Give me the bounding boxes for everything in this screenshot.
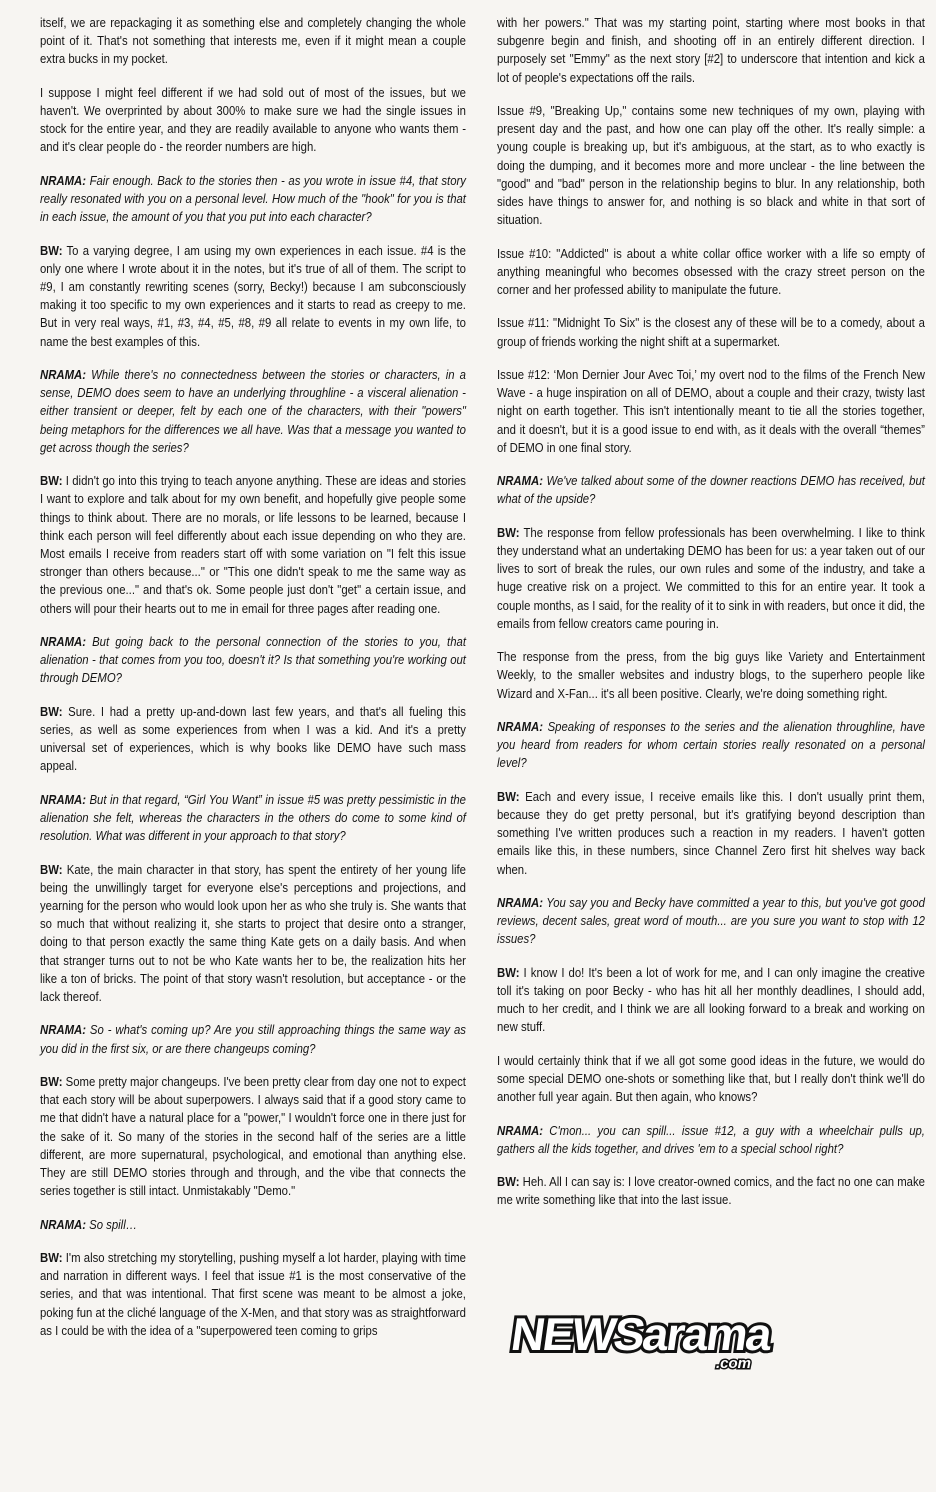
paragraph-text: But in that regard, “Girl You Want” in issue #5 was pretty pessimistic in the alienation she felt, whereas the characters in the others do come to some kind of resolution. What was different in your approach to that story? (40, 791, 466, 844)
paragraph (497, 366, 925, 457)
paragraph (497, 1052, 925, 1107)
paragraph (497, 788, 925, 879)
paragraph-text: Issue #12: ‘Mon Dernier Jour Avec Toi,’ my overt nod to the films of the French New Wave - a huge inspiration on all of DEMO, about a couple and their crazy, twisty last night on earth together. This isn't intentionally meant to tie all the stories together, and it doesn't, but it is a good issue to end with, as it deals with the overall “themes” of DEMO in one final story. (497, 367, 925, 455)
paragraph-text: with her powers." That was my starting point, starting where most books in that subgenre begin and finish, and shooting off in an entirely different direction. I purposely set "Emmy" as the next story [#2] to underscore that intention and kick a lot of people's expectations off the rails. (497, 15, 925, 85)
paragraph (497, 314, 925, 350)
speaker-label: NRAMA: (40, 634, 86, 650)
paragraph-text: itself, we are repackaging it as something else and completely changing the whole point of it. That's not something that interests me, even if it might mean a couple extra bucks in my pocket. (40, 15, 466, 67)
paragraph-text: We've talked about some of the downer reactions DEMO has received, but what of the upside? (497, 473, 925, 507)
speaker-label: BW: (40, 1074, 63, 1090)
paragraph (497, 14, 925, 87)
paragraph-text: I know I do! It's been a lot of work for me, and I can only imagine the creative toll it's taking on poor Becky - who has hit all her monthly deadlines, I should add, much to her credit, and I think we are all looking forward to a break and working on new stuff. (497, 964, 925, 1035)
paragraph (497, 524, 925, 633)
paragraph-text: Issue #10: "Addicted" is about a white collar office worker with a life so empty of anything meaningful who becomes obsessed with the crazy street person on the corner and her professed ability to manipulate the future. (497, 245, 925, 298)
paragraph-text: The response from fellow professionals has been overwhelming. I like to think they understand what an undertaking DEMO has been for us: a year taken out of our lives to sort of break the rules, our own rules and some of the industry, and take a huge creative risk on a project. We committed to this for an entire year. It took a couple months, as I said, for the reality of it to sink in with readers, but once it did, the emails from fellow creators came pouring in. (497, 524, 925, 631)
paragraph (40, 861, 466, 1007)
newsarama-logo (502, 1304, 786, 1372)
paragraph (40, 1249, 466, 1340)
speaker-label: BW: (40, 703, 63, 719)
paragraph (40, 1073, 466, 1200)
paragraph-text: Kate, the main character in that story, has spent the entirety of her young life being the unwillingly target for everyone else's perceptions and projections, and yearning for the person who would look upon her as who she truly is. She wants that so much that without realizing it, she starts to project that desire onto a stranger, doing to that person exactly the same thing Kate gets on a daily basis. And when that stranger turns out to not be who Kate wants her to be, the realization hits her like a ton of bricks. The point of that story wasn't resolution, but acceptance - or the lack thereof. (40, 861, 466, 1005)
paragraph-text: Fair enough. Back to the stories then - as you wrote in issue #4, that story really resonated with you on a personal level. How much of the "hook" for you is that in each issue, the amount of you that you put into each character? (40, 172, 466, 225)
speaker-label: NRAMA: (40, 791, 86, 807)
logo-wordmark: NEWSarama (508, 1308, 771, 1360)
speaker-label: BW: (497, 1174, 520, 1190)
paragraph (40, 1216, 466, 1234)
paragraph (497, 894, 925, 949)
paragraph-text: So - what's coming up? Are you still approaching things the same way as you did in the first six, or are there changeups coming? (40, 1022, 466, 1056)
speaker-label: BW: (497, 788, 520, 804)
paragraph-text: Speaking of responses to the series and the alienation throughline, have you heard from readers for whom certain stories really resonated on a personal level? (497, 719, 925, 771)
paragraph (497, 1122, 925, 1158)
paragraph-text: Issue #9, "Breaking Up," contains some new techniques of my own, playing with present day and the past, and how one can play off the other. It's really simple: a young couple is breaking up, but it's ambiguous, at the start, as to who exactly is doing the dumping, and it becomes more and more unclear - the line between the "good" and "bad" person in the relationship begins to blur. In any relationship, both sides have things to answer for, and nothing is so black and white in that sort of situation. (497, 103, 925, 228)
speaker-label: NRAMA: (497, 1122, 543, 1138)
paragraph (497, 472, 925, 508)
speaker-label: BW: (40, 861, 63, 877)
paragraph-text: I'm also stretching my storytelling, pushing myself a lot harder, playing with time and narration in different ways. I feel that issue #1 is the most conservative of the series, and that was intentional. That first scene was meant to be almost a joke, poking fun at the cliché language of the X-Men, and that story was as straightforward as I could be with the idea of a "superpowered teen coming to grips (40, 1250, 466, 1338)
paragraph-text: While there's no connectedness between the stories or characters, in a sense, DEMO does seem to have an underlying throughline - a visceral alienation - either transient or deeper, felt by each one of the characters, with their "powers" being metaphors for the differences we all have. Was that a message you wanted to get across though the series? (40, 367, 466, 455)
speaker-label: NRAMA: (40, 367, 86, 382)
paragraph (40, 14, 466, 69)
speaker-label: NRAMA: (40, 1216, 86, 1232)
speaker-label: NRAMA: (40, 172, 86, 188)
right-column (497, 14, 926, 1225)
left-column (40, 14, 467, 1355)
paragraph (497, 964, 925, 1037)
paragraph-text: Some pretty major changeups. I've been pretty clear from day one not to expect that each story will be about superpowers. I always said that if a good story came to me that didn't have a natural place for a "power," I wouldn't force one in there just for the sake of it. So many of the stories in the second half of the series are a little different, are more supernatural, psychological, and emotional than anything else. They are still DEMO stories through and through, and the vibe that connects the series together is still intact. Unmistakably "Demo." (40, 1074, 466, 1199)
paragraph-text: C'mon... you can spill... issue #12, a guy with a wheelchair pulls up, gathers all the kids together, and drives 'em to a special school right? (497, 1122, 925, 1156)
speaker-label: BW: (40, 242, 63, 258)
paragraph-text: Issue #11: "Midnight To Six" is the closest any of these will be to a comedy, about a group of friends working the night shift at a supermarket. (497, 315, 925, 349)
paragraph-text: The response from the press, from the big guys like Variety and Entertainment Weekly, to the smaller websites and industry blogs, to the superhero people like Wizard and X-Fan... it's all been positive. Clearly, we're doing something right. (497, 649, 925, 701)
paragraph (40, 1021, 466, 1057)
paragraph-text: Each and every issue, I receive emails like this. I don't usually print them, because they do get pretty personal, but it's gratifying beyond description than something I've written produces such a reaction in my readers. I haven't gotten emails like this, in these numbers, since Channel Zero first hit shelves way back when. (497, 788, 925, 877)
paragraph (40, 242, 466, 351)
paragraph (40, 84, 466, 157)
paragraph (497, 1173, 925, 1209)
paragraph-text: Heh. All I can say is: I love creator-owned comics, and the fact no one can make me write something like that into the last issue. (497, 1174, 925, 1208)
paragraph-text: To a varying degree, I am using my own experiences in each issue. #4 is the only one where I wrote about it in the notes, but it's true of all of them. The script to #9, I am constantly rewriting scenes (sorry, Becky!) because I am subconsciously making it too specific to my own experiences and it starts to read as creepy to me. But in very real ways, #1, #3, #4, #5, #8, #9 all relate to events in my own life, to name the best examples of this. (40, 242, 466, 349)
paragraph-text: I would certainly think that if we all got some good ideas in the future, we would do some special DEMO one-shots or something like that, but I really don't think we'll do another full year again. But then again, who knows? (497, 1052, 925, 1105)
paragraph (497, 245, 925, 300)
paragraph (40, 472, 466, 618)
speaker-label: BW: (40, 1250, 63, 1266)
paragraph (40, 366, 466, 457)
speaker-label: BW: (497, 964, 520, 980)
paragraph-text: But going back to the personal connection of the stories to you, that alienation - that comes from you too, doesn't it? Is that something you're working out through DEMO? (40, 634, 466, 686)
speaker-label: NRAMA: (40, 1022, 86, 1038)
speaker-label: BW: (40, 473, 63, 489)
paragraph (40, 172, 466, 227)
paragraph (497, 718, 925, 773)
logo-domain: .com (716, 1355, 752, 1372)
paragraph-text: I suppose I might feel different if we had sold out of most of the issues, but we haven't. We overprinted by about 300% to make sure we had the single issues in stock for the entire year, and they are readily available to anyone who wants them - and it's clear people do - the reorder numbers are high. (40, 84, 466, 155)
paragraph-text: I didn't go into this trying to teach anyone anything. These are ideas and stories I want to explore and talk about for my own benefit, and hopefully give people some things to think about. There are no morals, or life lessons to be learned, because I think each person will feel differently about each issue depending on who they are. Most emails I receive from readers start off with some variation on "I felt this issue stronger than others because..." or "This one didn't speak to me the same way as the previous one..." and that's ok. Some people just don't "get" a certain issue, and others will pour their hearts out to me in email for three pages after reading one. (40, 473, 466, 616)
paragraph (497, 648, 925, 703)
paragraph (40, 791, 466, 846)
paragraph-text: So spill… (89, 1216, 138, 1232)
speaker-label: NRAMA: (497, 895, 543, 910)
speaker-label: NRAMA: (497, 719, 543, 734)
paragraph (497, 102, 925, 229)
speaker-label: BW: (497, 524, 520, 540)
paragraph (40, 703, 466, 776)
speaker-label: NRAMA: (497, 473, 543, 489)
paragraph-text: You say you and Becky have committed a year to this, but you've got good reviews, decent sales, great word of mouth... are you sure you want to stop with 12 issues? (497, 895, 925, 947)
paragraph (40, 633, 466, 688)
paragraph-text: Sure. I had a pretty up-and-down last few years, and that's all fueling this series, as well as some experiences from when I was a kid. And it's a pretty universal set of experiences, which is why books like DEMO have such mass appeal. (40, 703, 466, 774)
